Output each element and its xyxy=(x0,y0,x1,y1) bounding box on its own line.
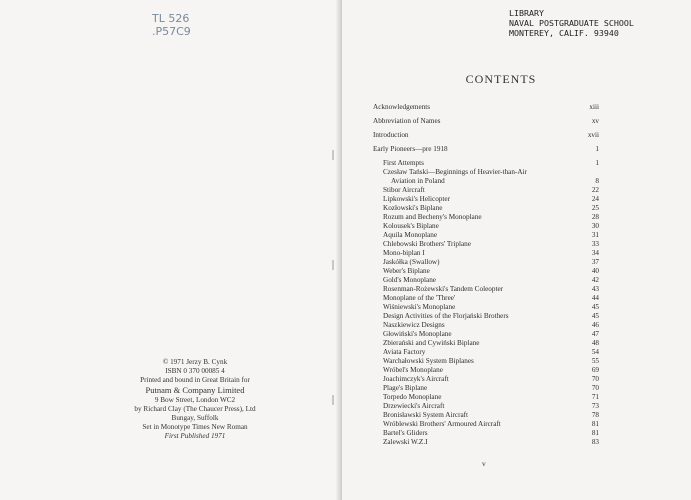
toc-entry xyxy=(373,285,599,294)
toc-entry-title: Monoplane of the 'Three' xyxy=(383,294,456,302)
toc-entry-page: 44 xyxy=(591,294,599,302)
toc-entry xyxy=(373,240,599,249)
printed-line: Printed and bound in Great Britain for xyxy=(140,376,250,384)
printer-location: Bungay, Suffolk xyxy=(171,414,219,422)
toc-entry-page: 1 xyxy=(595,159,599,167)
toc-entry-title: Zbierański and Cywiński Biplane xyxy=(383,339,480,347)
toc-entry xyxy=(373,159,599,168)
publisher-address: 9 Bow Street, London WC2 xyxy=(154,396,236,404)
toc-entry xyxy=(373,384,599,393)
toc-entry-title: Wiśniewski's Monoplane xyxy=(383,303,456,311)
toc-entry xyxy=(373,312,599,321)
toc-entry-title: Mono-biplan I xyxy=(383,249,425,257)
toc-entry xyxy=(373,393,599,402)
toc-entry-title: Zalewski W.Z.I xyxy=(383,438,428,446)
toc-entry-title: Bartel's Gliders xyxy=(383,429,428,437)
toc-entry xyxy=(373,339,599,348)
page-edge-mark xyxy=(332,260,334,270)
toc-entry-title: Lipkowski's Helicopter xyxy=(383,195,450,203)
copyright-line: © 1971 Jerzy B. Cynk xyxy=(162,358,228,366)
toc-entry xyxy=(373,348,599,357)
toc-entry-title: Stibor Aircraft xyxy=(383,186,425,194)
toc-entry-page: 81 xyxy=(591,420,599,428)
toc-entry xyxy=(373,213,599,222)
toc-entry-title: Chlebowski Brothers' Triplane xyxy=(383,240,471,248)
toc-entry xyxy=(373,321,599,330)
toc-entry-page: 70 xyxy=(591,375,599,383)
toc-entry xyxy=(373,438,599,447)
colophon xyxy=(120,358,270,441)
toc-entry xyxy=(373,103,599,112)
toc-entry-title: Czesław Tański—Beginnings of Heavier-than-Air xyxy=(383,168,527,176)
toc-entry xyxy=(373,231,599,240)
library-stamp xyxy=(509,8,679,38)
toc-entry-title: Aviation in Poland xyxy=(391,177,445,185)
toc-entry-page: 33 xyxy=(591,240,599,248)
toc-entry-page: 42 xyxy=(591,276,599,284)
toc-entry-page: xiii xyxy=(589,103,599,111)
toc-entry-page: 45 xyxy=(591,303,599,311)
toc-entry-page: 22 xyxy=(591,186,599,194)
toc-entry xyxy=(373,330,599,339)
toc-entry xyxy=(373,375,599,384)
toc-entry-title: Acknowledgements xyxy=(373,103,431,111)
toc-entry-title: Bronisławski System Aircraft xyxy=(383,411,469,419)
toc-entry-title: Rosenman-Rożewski's Tandem Coleopter xyxy=(383,285,504,293)
toc-entry xyxy=(373,249,599,258)
toc-entry-title: Jaskółka (Swallow) xyxy=(383,258,440,266)
toc-entry-page: 30 xyxy=(591,222,599,230)
toc-entry-page: 43 xyxy=(591,285,599,293)
toc-entry-page: 24 xyxy=(591,195,599,203)
toc-entry xyxy=(373,117,599,126)
toc-entry-page: xv xyxy=(591,117,599,125)
toc-entry xyxy=(373,222,599,231)
toc-entry-title: Torpedo Monoplane xyxy=(383,393,442,401)
toc-entry xyxy=(373,195,599,204)
first-published-line: First Published 1971 xyxy=(164,432,226,440)
toc-entry-page: 73 xyxy=(591,402,599,410)
toc-entry-title: Warchałowski System Biplanes xyxy=(383,357,474,365)
toc-entry-page: 48 xyxy=(591,339,599,347)
toc-entry-title: Gold's Monoplane xyxy=(383,276,437,284)
toc-entry-page: 47 xyxy=(591,330,599,338)
toc-entry-page: 34 xyxy=(591,249,599,257)
toc-entry-title: Kozłowski's Biplane xyxy=(383,204,443,212)
typeset-line: Set in Monotype Times New Roman xyxy=(142,423,248,431)
toc-entry-title: Abbreviation of Names xyxy=(373,117,441,125)
toc-entry xyxy=(373,131,599,140)
toc-entry-title: Plage's Biplane xyxy=(383,384,428,392)
page-edge-mark xyxy=(332,395,334,405)
toc-entry-page: 40 xyxy=(591,267,599,275)
contents-title: CONTENTS xyxy=(465,72,537,86)
toc-entry xyxy=(373,420,599,429)
toc-entry xyxy=(373,204,599,213)
toc-entry-page: 46 xyxy=(591,321,599,329)
toc-entry-title: Aviata Factory xyxy=(383,348,426,356)
toc-entry xyxy=(373,267,599,276)
toc-entry-page: 45 xyxy=(591,312,599,320)
toc-entry-page: 8 xyxy=(595,177,599,185)
toc-entry-page: 78 xyxy=(591,411,599,419)
library-stamp-line-1: LIBRARY xyxy=(509,8,544,18)
toc-entry xyxy=(373,411,599,420)
toc-entry xyxy=(373,357,599,366)
call-number-line-2: .P57C9 xyxy=(152,25,191,38)
toc-entry-page: 71 xyxy=(591,393,599,401)
call-number-line-1: TL 526 xyxy=(152,12,190,25)
toc-entry-title: Wróblewski Brothers' Armoured Aircraft xyxy=(383,420,501,428)
toc-entry xyxy=(373,303,599,312)
isbn-line: ISBN 0 370 00085 4 xyxy=(165,367,225,375)
toc-entry xyxy=(373,186,599,195)
printer-line: by Richard Clay (The Chaucer Press), Ltd xyxy=(134,405,256,413)
toc-entry-title: Introduction xyxy=(373,131,409,139)
toc-entry-title: Aquila Monoplane xyxy=(383,231,438,239)
toc-entry-page: 1 xyxy=(595,145,599,153)
publisher-name: Putnam & Company Limited xyxy=(145,385,245,395)
toc-entry xyxy=(373,402,599,411)
toc-entry-title: Joachimczyk's Aircraft xyxy=(383,375,449,383)
toc-entry xyxy=(373,177,599,186)
toc-entry-page: 55 xyxy=(591,357,599,365)
toc-entry xyxy=(373,429,599,438)
toc-entry-page: 54 xyxy=(591,348,599,356)
library-stamp-line-2: NAVAL POSTGRADUATE SCHOOL xyxy=(509,18,634,28)
toc-entry-title: Naszkiewicz Designs xyxy=(383,321,445,329)
toc-entry-title: Drzewiecki's Aircraft xyxy=(383,402,445,410)
toc-entry xyxy=(373,276,599,285)
toc-entry-title: Weber's Biplane xyxy=(383,267,430,275)
toc-entry-page: 28 xyxy=(591,213,599,221)
library-stamp-line-3: MONTEREY, CALIF. 93940 xyxy=(509,28,619,38)
toc-entry xyxy=(373,294,599,303)
toc-entry-page: 69 xyxy=(591,366,599,374)
toc-entry-page: 83 xyxy=(591,438,599,446)
call-number-annotation xyxy=(152,12,232,38)
toc-entry-title: Wróbel's Monoplane xyxy=(383,366,443,374)
left-page xyxy=(0,0,340,500)
toc-entry-title: Kolousek's Biplane xyxy=(383,222,439,230)
toc-entry-title: Design Activities of the Florjański Brothers xyxy=(383,312,509,320)
toc-entry xyxy=(373,145,599,154)
toc-entry-page: 37 xyxy=(591,258,599,266)
toc-entry-page: xvii xyxy=(587,131,599,139)
toc-entry xyxy=(373,366,599,375)
toc-entry-title: First Attempts xyxy=(383,159,424,167)
toc-entry-title: Early Pioneers—pre 1918 xyxy=(373,145,448,153)
toc-entry-page: 31 xyxy=(591,231,599,239)
toc-entry-page: 81 xyxy=(591,429,599,437)
toc-entry-page: 70 xyxy=(591,384,599,392)
toc-entry-title: Rozum and Becheny's Monoplane xyxy=(383,213,482,221)
toc-entry xyxy=(373,258,599,267)
page-edge-mark xyxy=(332,150,334,160)
toc-entry xyxy=(373,168,599,177)
toc-entry-title: Głowiński's Monoplane xyxy=(383,330,452,338)
page-number: v xyxy=(482,459,486,468)
toc-entry-page: 25 xyxy=(591,204,599,212)
